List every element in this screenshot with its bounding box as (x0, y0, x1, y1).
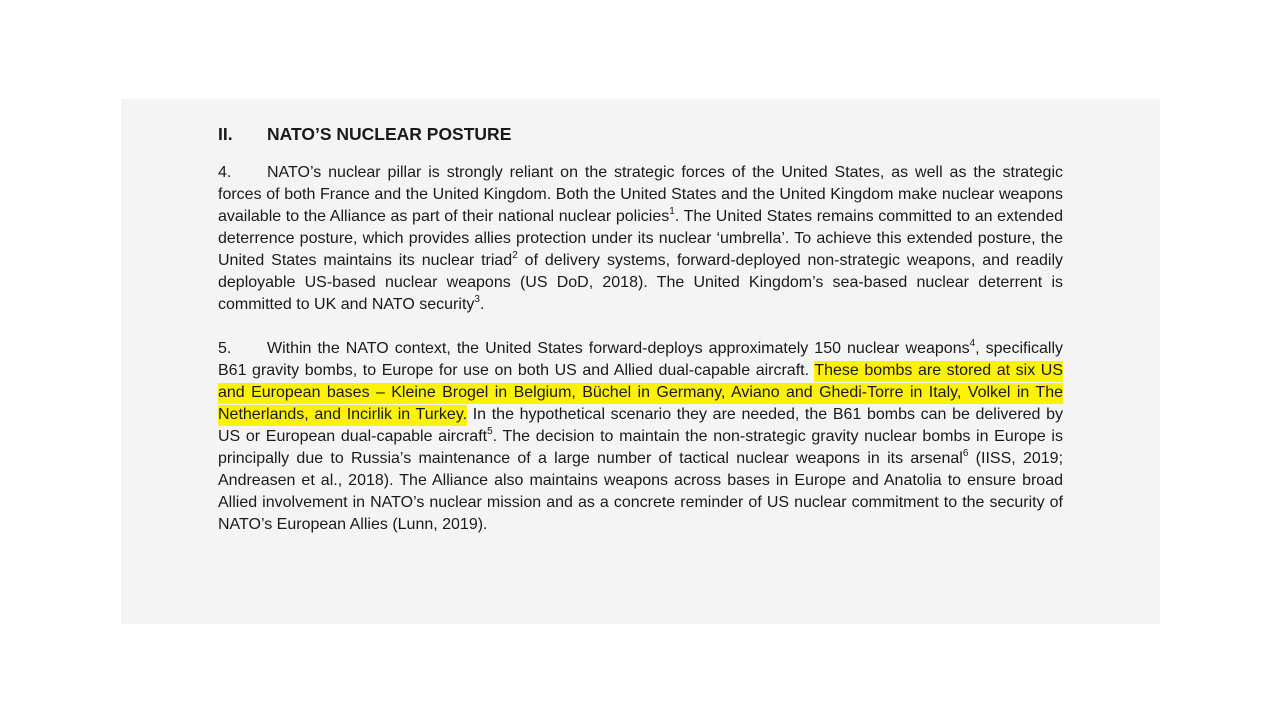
paragraph-text: Within the NATO context, the United States forward-deploys approximately 150 nuclear weapons (267, 340, 970, 357)
paragraph-number: 5. (218, 340, 232, 357)
footnote-ref-1[interactable]: 1 (669, 205, 675, 217)
paragraph-text: . (479, 296, 485, 313)
section-title: NATO’S NUCLEAR POSTURE (267, 124, 512, 144)
section-heading (218, 121, 1063, 147)
highlighted-text: These bombs are stored at six US and European bases – Kleine Brogel in Belgium, Büchel in Germany, Aviano and Ghedi-Torre in Italy, Volkel in The Netherlands, and Incirlik in Turkey. (218, 361, 1063, 426)
document-body (218, 121, 1063, 558)
footnote-ref-2[interactable]: 2 (512, 249, 518, 261)
paragraph-text: . The decision to maintain the non-strategic gravity nuclear bombs in Europe is principally due to Russia’s maintenance of a large number of tactical nuclear weapons in its arsenal (218, 428, 1063, 467)
paragraph-5 (218, 338, 1063, 536)
paragraph-text: NATO’s nuclear pillar is strongly reliant on the strategic forces of the United States, as well as the strategic forces of both France and the United Kingdom. Both the United States and the United Kingdom make nuclear weapons available to the Alliance as part of their national nuclear policies (218, 164, 1063, 225)
paragraph-text: of delivery systems, forward-deployed non-strategic weapons, and readily deployable US-based nuclear weapons (US DoD, 2018). The United Kingdom’s sea-based nuclear deterrent is committed to UK and NATO security (218, 252, 1064, 313)
footnote-ref-5[interactable]: 5 (487, 425, 493, 437)
footnote-ref-6[interactable]: 6 (962, 447, 969, 459)
footnote-ref-3[interactable]: 3 (474, 293, 480, 305)
footnote-ref-4[interactable]: 4 (969, 337, 976, 349)
paragraph-4 (218, 162, 1063, 316)
paragraph-text: In the hypothetical scenario they are needed, the B61 bombs can be delivered by US or European dual-capable aircraft (218, 406, 1063, 445)
paragraph-text: (IISS, 2019; Andreasen et al., 2018). The Alliance also maintains weapons across bases in Europe and Anatolia to ensure broad Allied involvement in NATO’s nuclear mission and as a concrete reminder of US nuclear commitment to the security of NATO’s European Allies (Lunn, 2019). (218, 450, 1064, 533)
paragraph-number: 4. (218, 164, 232, 181)
section-number: II. (218, 124, 233, 144)
paragraph-text: . The United States remains committed to an extended deterrence posture, which provides allies protection under its nuclear ‘umbrella’. To achieve this extended posture, the United States maintains its nuclear triad (218, 208, 1063, 269)
paragraph-text: , specifically B61 gravity bombs, to Europe for use on both US and Allied dual-capable aircraft. (218, 340, 1064, 379)
document-page (121, 99, 1160, 624)
